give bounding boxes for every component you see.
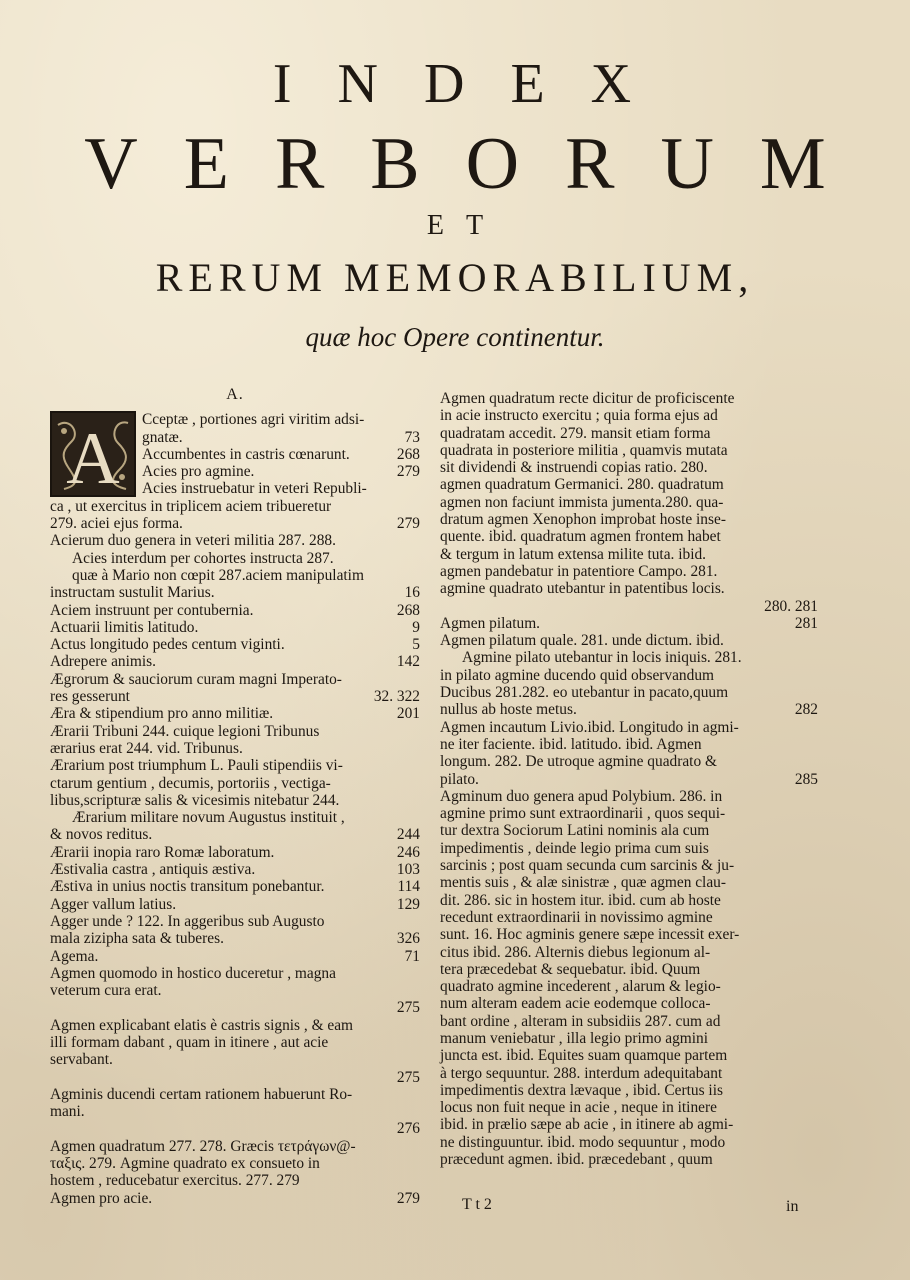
- entry-text: ca , ut exercitus in triplicem aciem tribueretur: [50, 497, 332, 515]
- entry-text: agmen quadratum Germanici. 280. quadratum: [440, 476, 724, 494]
- entry-continuation: [50, 498, 420, 515]
- entry-continuation: [440, 1151, 818, 1168]
- page-number: 282: [794, 701, 818, 719]
- index-entry: [50, 532, 420, 549]
- entry-text: Agmen quomodo in hostico duceretur , magna: [50, 964, 336, 982]
- entry-continuation: [440, 701, 818, 718]
- entry-text: instructam sustulit Marius.: [50, 584, 215, 602]
- page-number: 73: [404, 428, 420, 446]
- entry-continuation: [440, 857, 818, 874]
- entry-text: ibid. in prælio sæpe ab acie , in itinere ab agmi-: [440, 1116, 734, 1134]
- entry-text: impedimentis , deinde legio prima cum suis: [440, 839, 709, 857]
- entry-text: pilato.: [440, 770, 479, 788]
- entry-text: & tergum in latum extensa milite tuta. ibid.: [440, 545, 707, 563]
- entry-continuation: [50, 982, 420, 999]
- page-number: 285: [794, 770, 818, 788]
- index-entry: [50, 602, 420, 619]
- entry-continuation: [50, 411, 420, 428]
- entry-continuation: [50, 1103, 420, 1120]
- page-number: 276: [396, 1120, 420, 1138]
- entry-continuation: [440, 563, 818, 580]
- entry-text: sunt. 16. Hoc agminis genere sæpe incessit exer-: [440, 926, 740, 944]
- entry-text: recedunt extraordinarii in novissimo agmine: [440, 908, 713, 926]
- entry-continuation: [440, 425, 818, 442]
- entry-continuation: [440, 684, 818, 701]
- index-entry: [440, 719, 818, 736]
- entry-continuation: [440, 1047, 818, 1064]
- entry-text: juncta est. ibid. Equites suam quamque partem: [440, 1047, 728, 1065]
- entry-text: ærarius erat 244. vid. Tribunus.: [50, 739, 243, 757]
- entry-text: Ærarium post triumphum L. Pauli stipendiis vi-: [50, 757, 343, 775]
- title-index: INDEX: [272, 53, 678, 115]
- index-entry: [50, 896, 420, 913]
- entry-text: Agmen quadratum 277. 278. Græcis τετράγων@-: [50, 1137, 356, 1155]
- entry-text: mani.: [50, 1103, 85, 1121]
- entry-text: manum veniebatur , illa legio primo agmini: [440, 1029, 708, 1047]
- entry-text: Aciem instruunt per contubernia.: [50, 601, 254, 619]
- entry-text: impedimentis dextra lævaque , ibid. Certus iis: [440, 1081, 723, 1099]
- page-number: 114: [397, 878, 420, 896]
- entry-text: num alteram eadem acie eodemque colloca-: [440, 995, 711, 1013]
- entry-continuation: [440, 909, 818, 926]
- index-entry: [50, 723, 420, 740]
- entry-text: quadrato agmine incederent , alarum & legio-: [440, 978, 721, 996]
- entry-text: agmine primo sunt extraordinarii , quos sequi-: [440, 805, 726, 823]
- entry-text: Actus longitudo pedes centum viginti.: [50, 636, 285, 654]
- subtitle: quæ hoc Opere continentur.: [305, 322, 605, 352]
- index-entry: [50, 844, 420, 861]
- entry-text: longum. 282. De utroque agmine quadrato &: [440, 753, 717, 771]
- entry-text: gnatæ.: [142, 428, 183, 446]
- left-column: [50, 386, 420, 1207]
- entry-text: Agmen quadratum recte dicitur de proficiscente: [440, 390, 735, 407]
- dropcap-letter: A: [66, 418, 120, 498]
- entry-text: bant ordine , alteram in subsidiis 287. cum ad: [440, 1012, 721, 1030]
- page-number: 279: [396, 515, 420, 533]
- entry-text: tur dextra Sociorum Latini nominis ala cum: [440, 822, 710, 840]
- entry-continuation: [50, 826, 420, 843]
- page-number: 275: [396, 1068, 420, 1086]
- title-rerum-memorabilium: RERUM MEMORABILIUM,: [155, 255, 755, 300]
- entry-continuation: [50, 1034, 420, 1051]
- index-entry: [50, 1017, 420, 1034]
- entry-continuation: [50, 429, 420, 446]
- index-entry: [50, 1190, 420, 1207]
- entry-continuation: [440, 667, 818, 684]
- entry-continuation: [50, 480, 420, 497]
- entry-continuation: [440, 874, 818, 891]
- entry-text: illi formam dabant , quam in itinere , aut acie: [50, 1033, 329, 1051]
- page-number: 244: [396, 826, 420, 844]
- entry-text: Acierum duo genera in veteri militia 287. 288.: [50, 532, 336, 550]
- section-heading: A.: [226, 386, 244, 403]
- page-ref-line: [50, 1120, 420, 1137]
- entry-continuation: [440, 528, 818, 545]
- index-entry: [50, 1138, 420, 1155]
- entry-text: 279. aciei ejus forma.: [50, 515, 183, 533]
- entry-continuation: [440, 1134, 818, 1151]
- entry-text: Agmen pilatum.: [440, 614, 541, 632]
- title-verborum: VERBORUM: [84, 123, 872, 205]
- index-entry: [50, 948, 420, 965]
- entry-continuation: [440, 407, 818, 424]
- entry-continuation: [50, 688, 420, 705]
- entry-text: Adrepere animis.: [50, 653, 156, 671]
- entry-text: Æstiva in unius noctis transitum ponebantur.: [50, 878, 325, 896]
- entry-text: ταξις. 279. Agmine quadrato ex consueto in: [50, 1155, 320, 1173]
- entry-text: Agema.: [50, 947, 99, 965]
- entry-text: Acies instruebatur in veteri Republi-: [142, 480, 367, 498]
- page-number: 129: [396, 895, 420, 913]
- page-number: 71: [404, 947, 420, 965]
- entry-continuation: [440, 442, 818, 459]
- entry-continuation: [50, 1051, 420, 1068]
- entry-text: Ærarium militare novum Augustus instituit ,: [72, 809, 345, 827]
- entry-continuation: [440, 753, 818, 770]
- page-number: 275: [396, 999, 420, 1017]
- page-number: 326: [396, 930, 420, 948]
- entry-text: Æra & stipendium pro anno militiæ.: [50, 705, 274, 723]
- entry-continuation: [440, 822, 818, 839]
- entry-text: à tergo sequuntur. 288. interdum adequitabant: [440, 1064, 723, 1082]
- entry-text: ne distinguuntur. ibid. modo sequuntur , modo: [440, 1133, 726, 1151]
- first-entry-block: [50, 411, 420, 497]
- entry-text: Agger unde ? 122. In aggeribus sub Augusto: [50, 912, 325, 930]
- entry-text: Ægrorum & sauciorum curam magni Imperato-: [50, 670, 342, 688]
- entry-text: Actuarii limitis latitudo.: [50, 618, 199, 636]
- entry-continuation: [440, 1099, 818, 1116]
- entry-continuation: [50, 515, 420, 532]
- page-number: 281: [794, 614, 818, 632]
- entry-continuation: [440, 546, 818, 563]
- index-entry: [440, 788, 818, 805]
- entry-continuation: [50, 1172, 420, 1189]
- entry-continuation: [440, 926, 818, 943]
- page-number: 9: [412, 618, 420, 636]
- index-entry: [440, 390, 818, 407]
- entry-text: quadrata in posteriore militia , quamvis mutata: [440, 441, 728, 459]
- page-number: 201: [396, 705, 420, 723]
- entry-text: Ducibus 281.282. eo utebantur in pacato,quum: [440, 684, 729, 702]
- entry-text: Agmen pro acie.: [50, 1189, 153, 1207]
- entry-text: agmen pandebatur in patentiore Campo. 281.: [440, 562, 718, 580]
- index-entry: [50, 757, 420, 774]
- entry-text: præcedunt agmen. ibid. præcedebant , quum: [440, 1151, 713, 1169]
- index-entry: [50, 619, 420, 636]
- entry-text: veterum cura erat.: [50, 982, 162, 1000]
- page-ref-line: [440, 598, 818, 615]
- entry-text: Agminum duo genera apud Polybium. 286. in: [440, 787, 723, 805]
- catchword: in: [786, 1198, 799, 1215]
- page-ref-line: [50, 1069, 420, 1086]
- entry-text: Acies interdum per cohortes instructa 287.: [72, 549, 334, 567]
- entry-text: sit dividendi & instruendi copias ratio. 280.: [440, 459, 708, 477]
- entry-text: Ærarii inopia raro Romæ laboratum.: [50, 843, 275, 861]
- entry-continuation: [440, 961, 818, 978]
- entry-continuation: [440, 649, 818, 666]
- entry-continuation: [440, 1065, 818, 1082]
- entry-continuation: [440, 476, 818, 493]
- index-entry: [50, 1086, 420, 1103]
- index-entry: [50, 705, 420, 722]
- entry-continuation: [50, 567, 420, 584]
- right-column: [440, 390, 818, 1168]
- entry-text: ne iter faciente. ibid. latitudo. ibid. Agmen: [440, 735, 702, 753]
- entry-continuation: [440, 771, 818, 788]
- entry-continuation: [50, 1155, 420, 1172]
- page-number: 280. 281: [764, 597, 818, 615]
- index-entry: [50, 965, 420, 982]
- entry-text: Cceptæ , portiones agri viritim adsi-: [142, 411, 365, 429]
- entry-continuation: [440, 805, 818, 822]
- entry-text: locus non fuit neque in acie , neque in itinere: [440, 1099, 717, 1117]
- entry-text: & novos reditus.: [50, 826, 153, 844]
- entry-text: mentis suis , & alæ sinistræ , quæ agmen clau-: [440, 874, 726, 892]
- entry-text: dratum agmen Xenophon improbat hoste inse-: [440, 511, 726, 529]
- entry-text: quente. ibid. quadratum agmen frontem habet: [440, 528, 721, 546]
- entry-continuation: [440, 1082, 818, 1099]
- entry-text: tera præcedebat & sequebatur. ibid. Quum: [440, 960, 701, 978]
- entry-continuation: [440, 736, 818, 753]
- entry-text: Agmen incautum Livio.ibid. Longitudo in agmi-: [440, 718, 739, 736]
- entry-text: dit. 286. sic in hostem itur. ibid. cum ab hoste: [440, 891, 721, 909]
- entry-continuation: [440, 511, 818, 528]
- entry-text: servabant.: [50, 1051, 113, 1069]
- entry-text: Agmen pilatum quale. 281. unde dictum. ibid.: [440, 632, 724, 650]
- entry-text: agmen non faciunt immista jumenta.280. qua-: [440, 493, 724, 511]
- page-number: 142: [396, 653, 420, 671]
- entry-text: Agminis ducendi certam rationem habuerunt Ro-: [50, 1085, 353, 1103]
- entry-text: in pilato agmine ducendo quid observandum: [440, 666, 714, 684]
- index-entry: [440, 615, 818, 632]
- index-entry: [440, 632, 818, 649]
- entry-text: Agmen explicabant elatis è castris signis , & eam: [50, 1016, 354, 1034]
- entry-continuation: [50, 740, 420, 757]
- entry-continuation: [50, 446, 420, 463]
- entry-continuation: [440, 995, 818, 1012]
- index-entry: [50, 913, 420, 930]
- page-ref-line: [50, 999, 420, 1016]
- page-number: 32. 322: [373, 688, 420, 706]
- entry-text: Agger vallum latius.: [50, 895, 177, 913]
- entry-continuation: [50, 792, 420, 809]
- entry-continuation: [440, 494, 818, 511]
- entry-continuation: [440, 944, 818, 961]
- entry-text: nullus ab hoste metus.: [440, 701, 577, 719]
- entry-text: quæ à Mario non cœpit 287.aciem manipulatim: [72, 566, 364, 584]
- entry-text: hostem , reducebatur exercitus. 277. 279: [50, 1172, 300, 1190]
- page-number: 16: [404, 584, 420, 602]
- entry-continuation: [50, 584, 420, 601]
- entry-text: res gesserunt: [50, 688, 130, 706]
- title-et: ET: [426, 210, 506, 241]
- page-number: 246: [396, 843, 420, 861]
- page-number: 268: [396, 445, 420, 463]
- entry-continuation: [440, 580, 818, 597]
- page-number: 279: [396, 1189, 420, 1207]
- entry-text: Ærarii Tribuni 244. cuique legioni Tribunus: [50, 722, 320, 740]
- entry-text: Æstivalia castra , antiquis æstiva.: [50, 861, 256, 879]
- page-number: 279: [396, 463, 420, 481]
- entry-continuation: [50, 775, 420, 792]
- entry-text: ctarum gentium , decumis, portoriis , vectiga-: [50, 774, 331, 792]
- entry-text: mala zizipha sata & tuberes.: [50, 930, 224, 948]
- entry-continuation: [440, 1030, 818, 1047]
- signature-mark: T t 2: [462, 1196, 492, 1213]
- index-entry: [50, 861, 420, 878]
- page-number: 5: [412, 636, 420, 654]
- page-number: 268: [396, 601, 420, 619]
- index-entry: [50, 878, 420, 895]
- entry-text: sarcinis ; post quam secunda cum sarcinis & ju-: [440, 857, 735, 875]
- entry-text: Agmine pilato utebantur in locis iniquis. 281.: [462, 649, 742, 667]
- index-entry: [50, 653, 420, 670]
- entry-text: in acie instructo exercitu ; quia forma ejus ad: [440, 407, 718, 425]
- entry-continuation: [50, 463, 420, 480]
- entry-continuation: [440, 1013, 818, 1030]
- entry-text: agmine quadrato utebantur in patentibus locis.: [440, 580, 725, 598]
- entry-text: quadratam accedit. 279. mansit etiam forma: [440, 424, 711, 442]
- entry-continuation: [440, 840, 818, 857]
- entry-continuation: [50, 930, 420, 947]
- entry-text: citus ibid. 286. Alternis diebus legionum al-: [440, 943, 711, 961]
- entry-continuation: [440, 892, 818, 909]
- entry-continuation: [440, 459, 818, 476]
- entry-text: Acies pro agmine.: [142, 463, 255, 481]
- entry-text: libus,scripturæ salis & vicesimis nitebatur 244.: [50, 791, 340, 809]
- entry-continuation: [440, 978, 818, 995]
- entry-continuation: [440, 1116, 818, 1133]
- entry-continuation: [50, 809, 420, 826]
- entry-continuation: [50, 550, 420, 567]
- page-number: 103: [396, 861, 420, 879]
- index-entry: [50, 671, 420, 688]
- entry-text: Accumbentes in castris cœnarunt.: [142, 445, 350, 463]
- index-entry: [50, 636, 420, 653]
